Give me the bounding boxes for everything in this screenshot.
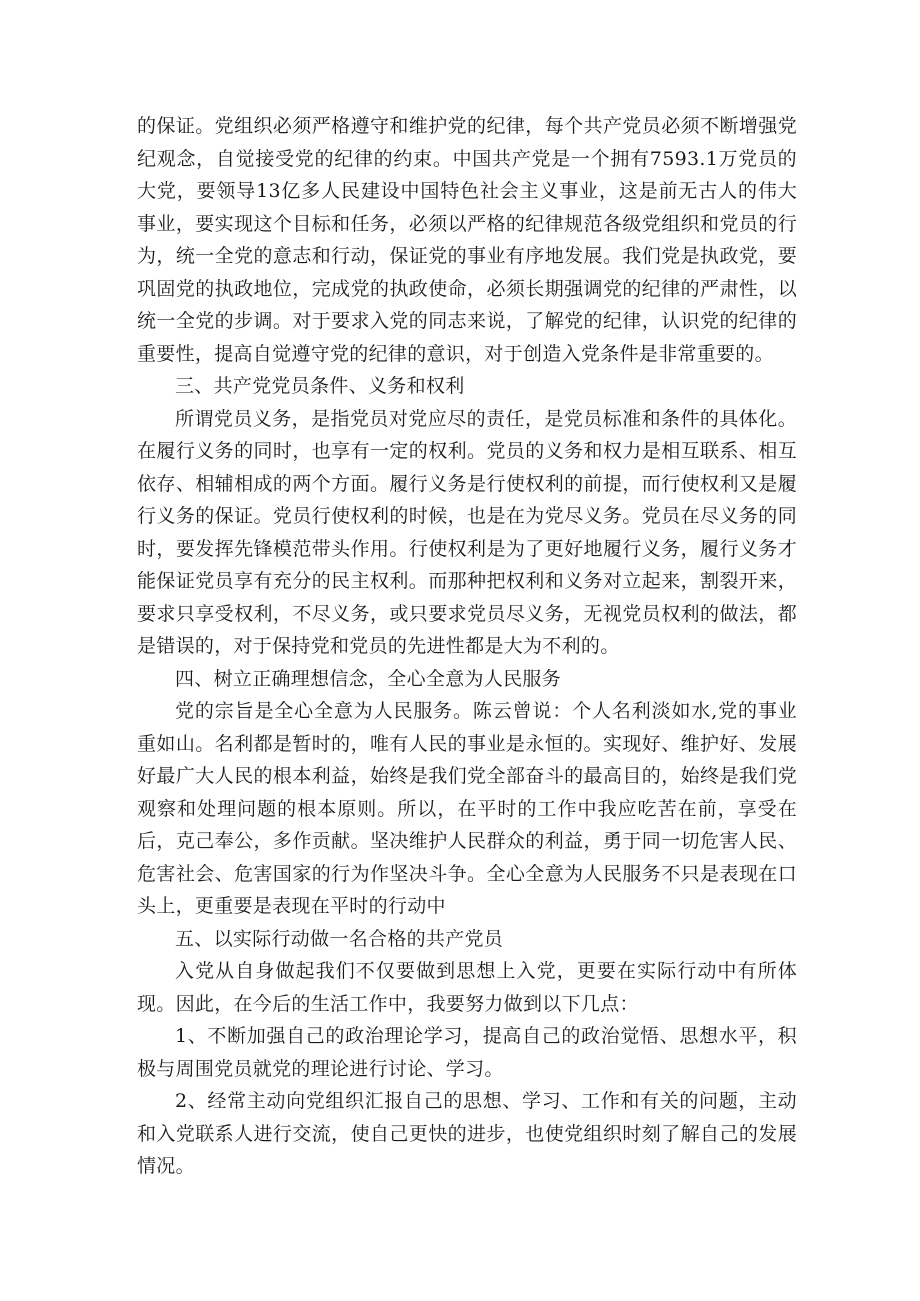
- section-heading-5: 五、以实际行动做一名合格的共产党员: [175, 927, 504, 950]
- list-item-1: 1、不断加强自己的政治理论学习，提高自己的政治觉悟、思想水平，积极与周围党员就党的理论进行讨论、学习。: [137, 1025, 797, 1080]
- paragraph-party-discipline: 的保证。党组织必须严格遵守和维护党的纪律，每个共产党员必须不断增强党纪观念，自觉接受党的纪律的约束。中国共产党是一个拥有7593.1万党员的大党，要领导13亿多人民建设中国特色社会主义事业，这是前无古人的伟大事业，要实现这个目标和任务，必须以严格的纪律规范各级党组织和党员的行为，统一全党的意志和行动，保证党的事业有序地发展。我们党是执政党，要巩固党的执政地位，完成党的执政使命，必须长期强调党的纪律的严肃性，以统一全党的步调。对于要求入党的同志来说，了解党的纪律，认识党的纪律的重要性，提高自觉遵守党的纪律的意识，对于创造入党条件是非常重要的。: [137, 115, 797, 365]
- paragraph-duties-rights: 所谓党员义务，是指党员对党应尽的责任，是党员标准和条件的具体化。在履行义务的同时，也享有一定的权利。党员的义务和权力是相互联系、相互依存、相辅相成的两个方面。履行义务是行使权利的前提，而行使权利又是履行义务的保证。党员行使权利的时候，也是在为党尽义务。党员在尽义务的同时，要发挥先锋模范带头作用。行使权利是为了更好地履行义务，履行义务才能保证党员享有充分的民主权利。而那种把权利和义务对立起来，割裂开来，要求只享受权利，不尽义务，或只要求党员尽义务，无视党员权利的做法，都是错误的，对于保持党和党员的先进性都是大为不利的。: [137, 407, 797, 657]
- document-page: [137, 110, 797, 1183]
- paragraph-serve-people: 党的宗旨是全心全意为人民服务。陈云曾说：个人名利淡如水,党的事业重如山。名利都是暂时的，唯有人民的事业是永恒的。实现好、维护好、发展好最广大人民的根本利益，始终是我们党全部奋斗的最高目的，始终是我们党观察和处理问题的根本原则。所以，在平时的工作中我应吃苦在前，享受在后，克己奉公，多作贡献。坚决维护人民群众的利益，勇于同一切危害人民、危害社会、危害国家的行为作坚决斗争。全心全意为人民服务不只是表现在口头上，更重要是表现在平时的行动中: [137, 700, 797, 917]
- section-heading-3: 三、共产党党员条件、义务和权利: [175, 375, 465, 397]
- section-heading-4: 四、树立正确理想信念，全心全意为人民服务: [175, 667, 562, 690]
- paragraph-actions: 入党从自身做起我们不仅要做到思想上入党，更要在实际行动中有所体现。因此，在今后的生活工作中，我要努力做到以下几点：: [137, 960, 797, 1015]
- list-item-2: 2、经常主动向党组织汇报自己的思想、学习、工作和有关的问题，主动和入党联系人进行交流，使自己更快的进步，也使党组织时刻了解自己的发展情况。: [137, 1090, 797, 1177]
